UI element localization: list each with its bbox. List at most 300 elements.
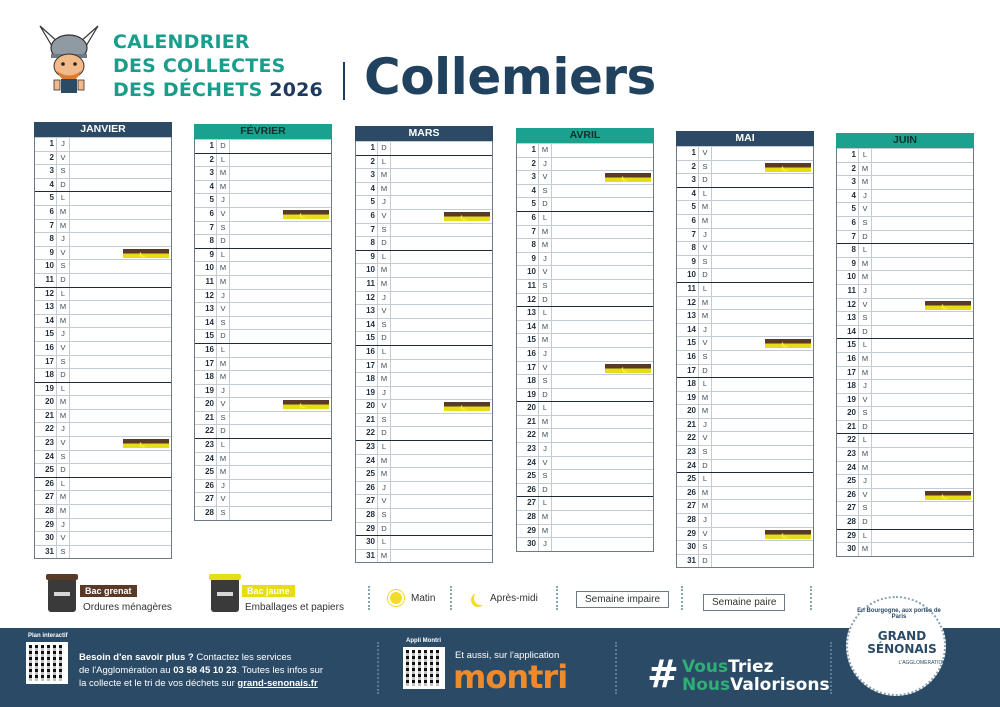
day-letter: D	[56, 179, 70, 192]
day-row	[677, 486, 813, 500]
day-number: 25	[205, 467, 214, 477]
day-row	[356, 494, 492, 508]
day-row	[677, 391, 813, 405]
day-letter: S	[698, 541, 712, 554]
day-row	[677, 513, 813, 527]
day-number: 2	[851, 163, 856, 173]
day-letter: V	[698, 242, 712, 255]
day-letter: L	[698, 473, 712, 486]
info-text-4: la collecte et le tri de vos déchets sur	[79, 678, 238, 689]
day-number: 17	[847, 367, 856, 377]
day-row	[837, 270, 973, 284]
day-row	[677, 268, 813, 282]
day-letter: L	[56, 478, 70, 491]
day-row	[677, 187, 813, 201]
day-letter: D	[56, 464, 70, 477]
day-row	[195, 343, 331, 357]
day-number: 31	[366, 550, 375, 560]
grenat-title: Bac grenat	[80, 585, 137, 597]
day-number: 24	[687, 460, 696, 470]
month-4	[676, 131, 814, 568]
day-number: 5	[531, 199, 536, 209]
month-header	[836, 133, 974, 148]
day-row	[35, 164, 171, 178]
day-number: 8	[851, 245, 856, 255]
day-letter: J	[858, 190, 872, 203]
day-letter: M	[377, 264, 391, 277]
day-row	[837, 325, 973, 339]
day-letter: J	[538, 158, 552, 171]
day-letter: D	[538, 294, 552, 307]
day-number: 7	[209, 222, 214, 232]
hashtag-line-1	[682, 658, 774, 676]
day-number: 3	[851, 177, 856, 187]
day-row	[35, 205, 171, 219]
day-row	[517, 170, 653, 184]
day-number: 19	[527, 389, 536, 399]
day-letter: L	[216, 344, 230, 357]
day-letter: S	[56, 451, 70, 464]
day-number: 10	[45, 261, 54, 271]
brand-line-1: GRAND	[877, 629, 927, 643]
day-number: 20	[527, 403, 536, 413]
day-letter: D	[56, 369, 70, 382]
month-5	[836, 133, 974, 557]
day-letter: M	[698, 487, 712, 500]
day-row	[35, 287, 171, 301]
day-row	[195, 166, 331, 180]
day-letter: J	[538, 348, 552, 361]
day-number: 4	[851, 190, 856, 200]
day-letter: V	[56, 247, 70, 260]
day-row	[517, 225, 653, 239]
day-number: 16	[847, 353, 856, 363]
day-letter: S	[858, 217, 872, 230]
day-row	[837, 189, 973, 203]
day-letter: M	[698, 392, 712, 405]
title-divider	[343, 62, 345, 100]
day-row	[195, 465, 331, 479]
matin-label: Matin	[411, 593, 436, 604]
day-number: 3	[370, 170, 375, 180]
day-number: 8	[691, 243, 696, 253]
month-name: JUIN	[893, 134, 917, 146]
day-number: 12	[205, 290, 214, 300]
day-letter: J	[56, 519, 70, 532]
day-row	[837, 420, 973, 434]
day-letter: M	[216, 167, 230, 180]
day-number: 1	[209, 141, 214, 150]
month-name: MARS	[408, 127, 440, 139]
day-number: 30	[687, 542, 696, 552]
day-row	[517, 537, 653, 551]
day-row	[677, 296, 813, 310]
day-number: 26	[847, 489, 856, 499]
moon-icon	[783, 340, 790, 346]
day-number: 1	[370, 143, 375, 152]
day-row	[35, 382, 171, 396]
day-number: 22	[205, 426, 214, 436]
day-number: 25	[366, 469, 375, 479]
day-row	[837, 474, 973, 488]
day-number: 13	[45, 302, 54, 312]
day-number: 2	[691, 161, 696, 171]
day-letter: M	[538, 239, 552, 252]
day-number: 5	[851, 204, 856, 214]
collection-marker	[444, 212, 490, 221]
day-row	[837, 202, 973, 216]
day-number: 12	[847, 299, 856, 309]
day-number: 19	[847, 394, 856, 404]
day-row	[356, 304, 492, 318]
day-number: 8	[49, 234, 54, 244]
day-row	[837, 488, 973, 502]
day-letter: V	[377, 400, 391, 413]
day-row	[356, 250, 492, 264]
viking-mascot-icon	[34, 16, 104, 100]
day-number: 28	[847, 517, 856, 527]
day-number: 21	[687, 419, 696, 429]
day-row	[195, 289, 331, 303]
day-number: 19	[687, 392, 696, 402]
legend	[0, 570, 1000, 625]
day-row	[35, 232, 171, 246]
day-number: 16	[45, 342, 54, 352]
day-letter: M	[56, 410, 70, 423]
month-name: MAI	[735, 132, 755, 144]
day-number: 9	[49, 247, 54, 257]
plan-qr-code[interactable]	[26, 642, 68, 684]
day-number: 10	[687, 270, 696, 280]
day-number: 16	[687, 351, 696, 361]
day-number: 9	[370, 251, 375, 261]
day-row	[837, 542, 973, 556]
day-row	[35, 327, 171, 341]
day-row	[677, 200, 813, 214]
day-row	[837, 447, 973, 461]
apres-midi-label: Après-midi	[490, 593, 538, 604]
day-row	[517, 333, 653, 347]
day-number: 17	[687, 365, 696, 375]
day-number: 19	[205, 385, 214, 395]
day-letter: M	[377, 183, 391, 196]
day-row	[677, 472, 813, 486]
moon-icon	[783, 531, 790, 537]
day-row	[35, 246, 171, 260]
day-row	[837, 175, 973, 189]
day-number: 3	[49, 166, 54, 176]
day-row	[517, 157, 653, 171]
day-row	[517, 401, 653, 415]
day-row	[677, 459, 813, 473]
month-header	[34, 122, 172, 137]
day-number: 23	[366, 442, 375, 452]
day-number: 30	[45, 533, 54, 543]
day-list	[355, 141, 493, 563]
day-letter: J	[216, 480, 230, 493]
day-row	[837, 406, 973, 420]
day-row	[35, 395, 171, 409]
day-letter: M	[858, 163, 872, 176]
day-letter: L	[698, 378, 712, 391]
day-letter: M	[56, 491, 70, 504]
collection-marker	[444, 402, 490, 411]
title-line-1: CALENDRIER	[113, 31, 250, 53]
collection-marker	[605, 173, 651, 182]
day-letter: M	[698, 500, 712, 513]
info-text-2: de l'Agglomération au	[79, 665, 174, 676]
day-row	[35, 518, 171, 532]
jaune-bin-icon	[211, 578, 239, 612]
day-letter: L	[216, 249, 230, 262]
day-number: 28	[366, 510, 375, 520]
day-number: 13	[847, 313, 856, 323]
day-letter: M	[216, 276, 230, 289]
day-letter: S	[216, 507, 230, 520]
brand-name	[862, 630, 942, 656]
day-number: 21	[527, 416, 536, 426]
day-letter: D	[858, 231, 872, 244]
day-letter: M	[538, 525, 552, 538]
montri-logo[interactable]: montri	[453, 658, 568, 696]
day-row	[517, 524, 653, 538]
day-row	[35, 178, 171, 192]
info-bold: Besoin d'en savoir plus ?	[79, 652, 194, 663]
page-header	[0, 0, 1000, 118]
day-row	[837, 433, 973, 447]
info-phone[interactable]: 03 58 45 10 23	[173, 665, 237, 676]
day-row	[517, 374, 653, 388]
day-row	[677, 554, 813, 568]
day-letter: M	[56, 206, 70, 219]
day-number: 20	[45, 397, 54, 407]
day-letter: D	[698, 365, 712, 378]
calendar-title	[113, 30, 323, 102]
day-row	[35, 477, 171, 491]
day-letter: S	[538, 185, 552, 198]
day-row	[195, 221, 331, 235]
day-number: 30	[366, 537, 375, 547]
day-row	[195, 424, 331, 438]
day-letter: L	[377, 536, 391, 549]
moon-icon	[301, 211, 308, 217]
day-row	[677, 214, 813, 228]
day-number: 21	[847, 421, 856, 431]
day-row	[356, 372, 492, 386]
day-number: 4	[531, 185, 536, 195]
day-number: 9	[209, 249, 214, 259]
day-row	[677, 418, 813, 432]
day-letter: L	[538, 307, 552, 320]
legend-divider-2	[450, 586, 456, 610]
day-row	[195, 492, 331, 506]
day-number: 23	[205, 440, 214, 450]
day-letter: D	[698, 555, 712, 568]
day-letter: J	[698, 324, 712, 337]
day-number: 21	[45, 410, 54, 420]
day-row	[837, 162, 973, 176]
collection-marker	[605, 364, 651, 373]
collection-marker	[925, 491, 971, 500]
month-header	[676, 131, 814, 146]
day-letter: V	[377, 305, 391, 318]
day-number: 21	[205, 412, 214, 422]
day-letter: M	[698, 215, 712, 228]
day-letter: V	[538, 266, 552, 279]
day-letter: J	[698, 229, 712, 242]
day-row	[195, 193, 331, 207]
hashtag-triez: Triez	[728, 657, 774, 677]
day-row	[677, 241, 813, 255]
day-number: 20	[687, 406, 696, 416]
day-letter: D	[377, 427, 391, 440]
day-letter: M	[216, 181, 230, 194]
day-row	[195, 261, 331, 275]
day-number: 14	[366, 319, 375, 329]
day-number: 23	[527, 444, 536, 454]
day-letter: D	[538, 484, 552, 497]
day-letter: M	[698, 201, 712, 214]
day-letter: L	[377, 346, 391, 359]
grenat-bin-icon	[48, 578, 76, 612]
day-letter: M	[56, 315, 70, 328]
footer-divider-1	[377, 642, 381, 694]
day-letter: J	[698, 514, 712, 527]
day-number: 6	[851, 217, 856, 227]
day-letter: D	[56, 274, 70, 287]
year: 2026	[269, 79, 323, 101]
day-number: 29	[45, 519, 54, 529]
app-qr-code[interactable]	[403, 647, 445, 689]
day-letter: J	[377, 387, 391, 400]
day-number: 5	[691, 202, 696, 212]
day-row	[35, 259, 171, 273]
day-row	[356, 331, 492, 345]
day-number: 17	[527, 362, 536, 372]
day-letter: J	[216, 290, 230, 303]
day-row	[195, 180, 331, 194]
day-row	[677, 282, 813, 296]
day-letter: M	[698, 405, 712, 418]
day-letter: L	[56, 192, 70, 205]
day-row	[837, 352, 973, 366]
day-row	[35, 504, 171, 518]
day-letter: V	[56, 342, 70, 355]
day-letter: S	[216, 317, 230, 330]
day-number: 22	[527, 430, 536, 440]
day-letter: M	[858, 176, 872, 189]
day-letter: V	[56, 437, 70, 450]
day-number: 6	[370, 210, 375, 220]
day-number: 4	[49, 179, 54, 189]
day-row	[677, 431, 813, 445]
day-number: 15	[847, 340, 856, 350]
legend-divider-4	[681, 586, 687, 610]
day-row	[356, 209, 492, 223]
day-letter: M	[216, 358, 230, 371]
day-letter: S	[698, 161, 712, 174]
semaine-paire-box: Semaine paire	[703, 594, 785, 611]
day-number: 1	[531, 145, 536, 154]
hashtag-icon: #	[647, 652, 679, 696]
day-number: 12	[366, 292, 375, 302]
day-row	[195, 139, 331, 153]
day-row	[517, 415, 653, 429]
day-number: 22	[45, 424, 54, 434]
day-number: 3	[209, 168, 214, 178]
day-number: 11	[205, 276, 214, 286]
day-number: 31	[45, 546, 54, 556]
day-number: 26	[527, 484, 536, 494]
day-number: 24	[366, 455, 375, 465]
day-letter: S	[858, 407, 872, 420]
day-row	[356, 359, 492, 373]
hashtag-vous: Vous	[682, 657, 729, 677]
day-number: 20	[847, 408, 856, 418]
day-row	[195, 479, 331, 493]
day-number: 15	[45, 329, 54, 339]
day-letter: S	[538, 470, 552, 483]
day-number: 18	[527, 376, 536, 386]
day-letter: D	[216, 330, 230, 343]
day-letter: D	[377, 142, 391, 155]
day-list	[194, 139, 332, 521]
day-number: 3	[531, 172, 536, 182]
day-letter: L	[538, 402, 552, 415]
day-row	[195, 316, 331, 330]
day-letter: D	[698, 269, 712, 282]
day-row	[356, 440, 492, 454]
moon-icon	[623, 174, 630, 180]
day-row	[837, 529, 973, 543]
month-0	[34, 122, 172, 559]
info-url-link[interactable]: grand-senonais.fr	[237, 678, 318, 689]
day-letter: S	[377, 319, 391, 332]
day-row	[677, 173, 813, 187]
day-letter: S	[698, 446, 712, 459]
day-letter: M	[538, 429, 552, 442]
day-row	[517, 293, 653, 307]
day-letter: M	[858, 367, 872, 380]
app-line: Et aussi, sur l'application	[455, 650, 560, 661]
day-row	[517, 496, 653, 510]
day-row	[195, 234, 331, 248]
day-letter: M	[56, 396, 70, 409]
day-row	[677, 499, 813, 513]
day-letter: M	[538, 334, 552, 347]
day-row	[35, 151, 171, 165]
collection-marker	[765, 530, 811, 539]
month-header	[355, 126, 493, 141]
day-number: 25	[45, 465, 54, 475]
day-number: 29	[366, 523, 375, 533]
day-row	[195, 329, 331, 343]
day-list	[34, 137, 172, 559]
day-number: 11	[527, 280, 536, 290]
title-line-3-text: DES DÉCHETS	[113, 79, 263, 101]
appli-label: Appli Montri	[406, 638, 441, 644]
day-number: 19	[45, 383, 54, 393]
day-number: 10	[205, 263, 214, 273]
day-number: 13	[527, 308, 536, 318]
day-row	[517, 252, 653, 266]
day-number: 12	[45, 288, 54, 298]
collection-marker	[123, 439, 169, 448]
day-row	[356, 318, 492, 332]
day-row	[195, 411, 331, 425]
day-letter: V	[858, 489, 872, 502]
day-row	[356, 467, 492, 481]
